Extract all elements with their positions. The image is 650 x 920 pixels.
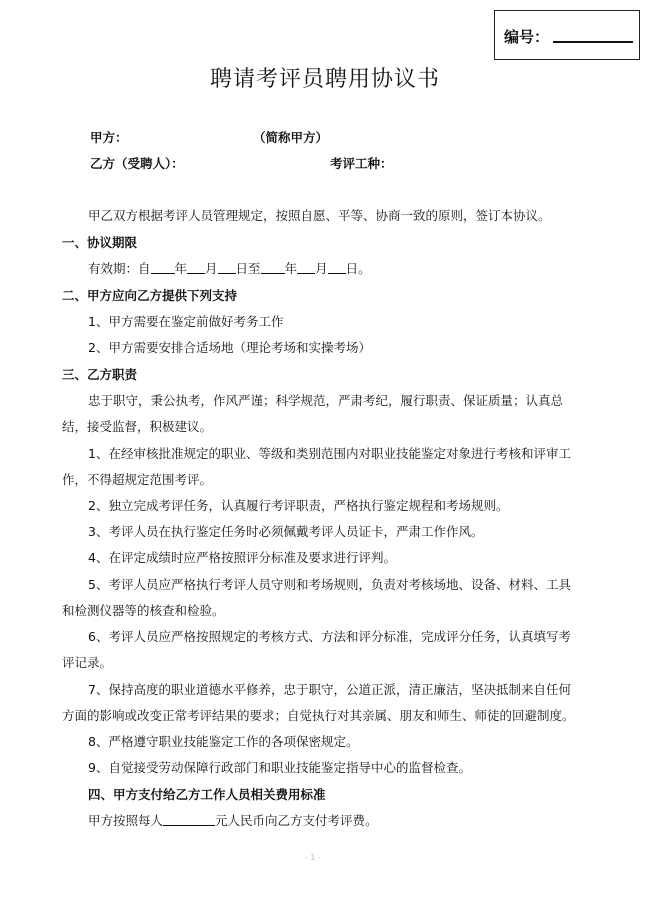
- duty-item-5-line: 5、考评人员应严格执行考评人员守则和考场规则，负责对考核场地、设备、材料、工具: [88, 577, 571, 592]
- duty-item-1-line: 1、在经审核批准规定的职业、等级和类别范围内对职业技能鉴定对象进行考核和评审工: [88, 446, 571, 461]
- duty-item-6-line: 6、考评人员应严格按照规定的考核方式、方法和评分标准，完成评分任务，认真填写考: [88, 629, 571, 644]
- party-a-label: 甲方：: [90, 130, 128, 145]
- start-year-blank[interactable]: [151, 261, 175, 274]
- duty-paragraph-line: 忠于职守，秉公执考，作风严谨；科学规范，严肃考纪，履行职责、保证质量；认真总: [88, 393, 564, 408]
- section2-item: 2、甲方需要安排合适场地（理论考场和实操考场）: [88, 340, 371, 355]
- document-number-box: [494, 10, 640, 60]
- duty-paragraph-line: 结，接受监督，积极建议。: [62, 419, 213, 434]
- end-month-blank[interactable]: [297, 261, 315, 274]
- end-day-blank[interactable]: [328, 261, 346, 274]
- payment-suffix: 元人民币向乙方支付考评费。: [215, 813, 378, 828]
- start-day-blank[interactable]: [218, 261, 236, 274]
- validity-prefix: 有效期：自: [88, 261, 151, 276]
- validity-end-month-unit: 月: [315, 261, 328, 276]
- duty-item-9: 9、自觉接受劳动保障行政部门和职业技能鉴定指导中心的监督检查。: [88, 760, 471, 775]
- payment-amount-blank[interactable]: [163, 813, 215, 826]
- document-number-label: 编号：: [504, 28, 550, 46]
- section1-heading: 一、协议期限: [62, 235, 138, 250]
- duty-item-4: 4、在评定成绩时应严格按照评分标准及要求进行评判。: [88, 550, 396, 565]
- document-title: 聘请考评员聘用协议书: [209, 67, 440, 92]
- validity-day-to: 日至: [235, 261, 261, 276]
- duty-item-5-line: 和检测仪器等的核查和检验。: [62, 603, 225, 618]
- duty-item-2: 2、独立完成考评任务，认真履行考评职责，严格执行鉴定规程和考场规则。: [88, 498, 509, 513]
- section4-heading: 四、甲方支付给乙方工作人员相关费用标准: [88, 787, 326, 802]
- page-number: - 1 -: [305, 853, 321, 862]
- duty-item-6-line: 评记录。: [62, 655, 113, 670]
- document-number-blank[interactable]: [553, 41, 633, 43]
- intro-paragraph: 甲乙双方根据考评人员管理规定，按照自愿、平等、协商一致的原则，签订本协议。: [88, 208, 551, 223]
- section2-item: 1、甲方需要在鉴定前做好考务工作: [88, 314, 284, 329]
- duty-item-3: 3、考评人员在执行鉴定任务时必须佩戴考评人员证卡，严肃工作作风。: [88, 524, 484, 539]
- payment-prefix: 甲方按照每人: [88, 813, 164, 828]
- party-b-label: 乙方（受聘人）：: [90, 156, 184, 171]
- validity-end-day-unit: 日。: [345, 261, 371, 276]
- start-month-blank[interactable]: [187, 261, 205, 274]
- section2-heading: 二、甲方应向乙方提供下列支持: [62, 288, 238, 303]
- work-type-label: 考评工种：: [330, 156, 393, 171]
- validity-month-unit: 月: [205, 261, 218, 276]
- party-a-short-label: （简称甲方）: [253, 130, 329, 145]
- duty-item-7-line: 7、保持高度的职业道德水平修养，忠于职守，公道正派，清正廉洁，坚决抵制来自任何: [88, 682, 571, 697]
- end-year-blank[interactable]: [261, 261, 285, 274]
- payment-line: [88, 812, 378, 830]
- duty-item-8: 8、严格遵守职业技能鉴定工作的各项保密规定。: [88, 734, 359, 749]
- duty-item-1-line: 作，不得超规定范围考评。: [62, 472, 213, 487]
- duty-item-7-line: 方面的影响或改变正常考评结果的要求；自觉执行对其亲属、朋友和师生、师徒的回避制度。: [62, 708, 575, 723]
- validity-end-year-unit: 年: [284, 261, 298, 276]
- section3-heading: 三、乙方职责: [62, 367, 138, 382]
- validity-line: [88, 260, 371, 278]
- validity-year-unit: 年: [174, 261, 188, 276]
